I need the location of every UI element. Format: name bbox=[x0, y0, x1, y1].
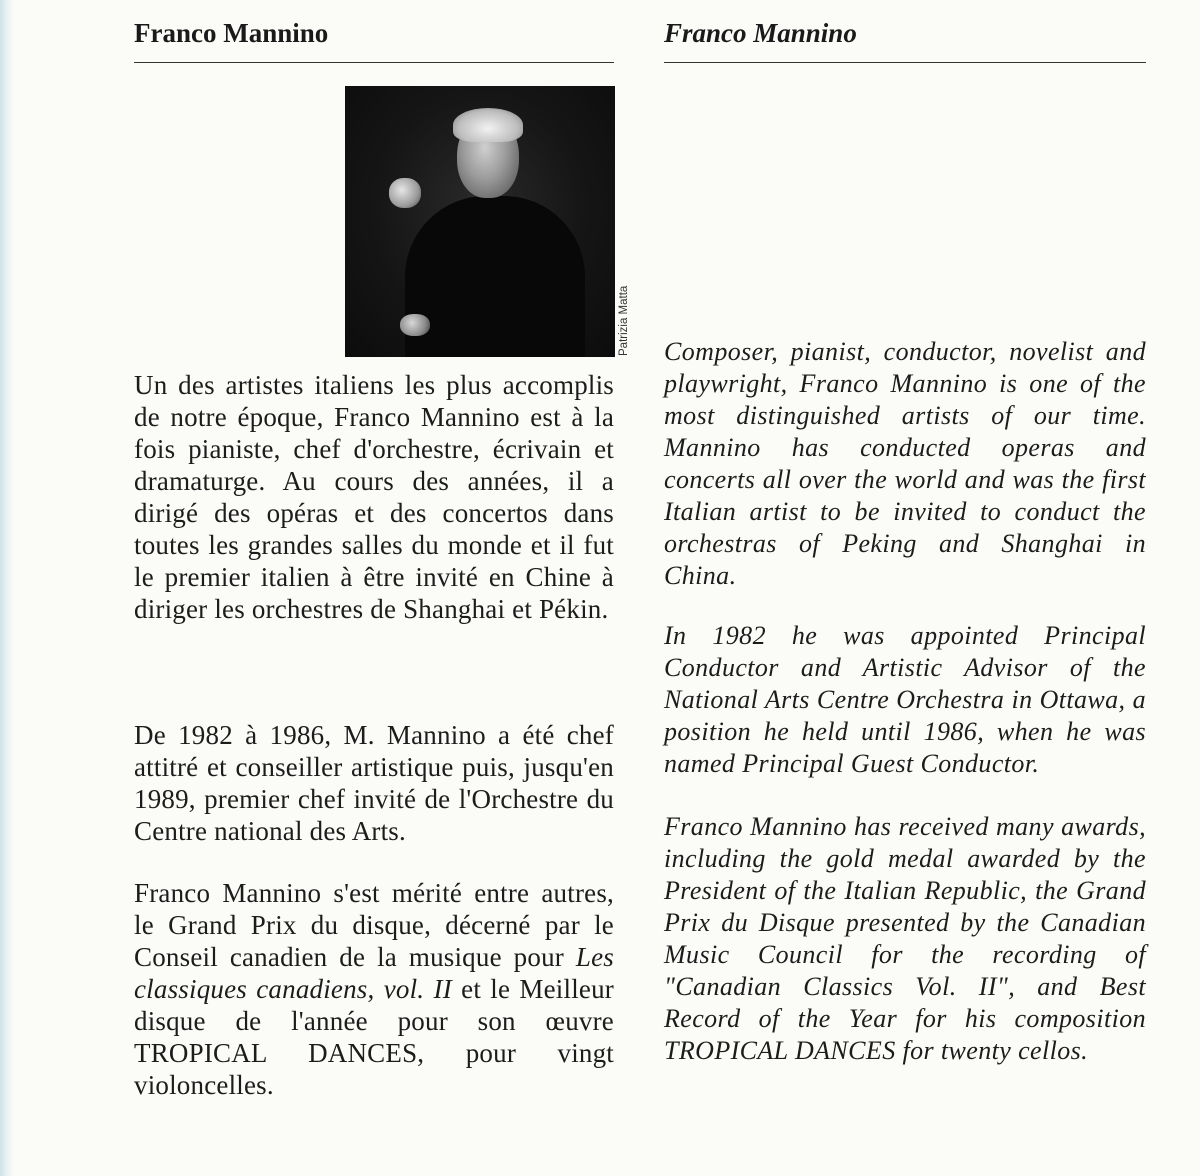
english-heading: Franco Mannino bbox=[664, 18, 857, 48]
conductor-photo bbox=[345, 86, 615, 357]
french-paragraph-1: Un des artistes italiens les plus accomplis de notre époque, Franco Mannino est à la fois pianiste, chef d'orchestre, écrivain et dramaturge. Au cours des années, il a dirigé des opéras et des concertos dans toutes les grandes salles du monde et il fut le premier italien à être invité en Chine à diriger les orchestres de Shanghai et Pékin. bbox=[134, 370, 614, 624]
photo-figure-hair bbox=[453, 108, 523, 142]
english-paragraph-3: Franco Mannino has received many awards, including the gold medal awarded by the President of the Italian Republic, the Grand Prix du Disque presented by the Canadian Music Council for the recording of "Canadian Classics Vol. II", and Best Record of the Year for his composition TROPICAL DANCES for twenty cellos. bbox=[664, 812, 1146, 1065]
french-album-title: Les classiques canadiens, vol. II bbox=[134, 942, 614, 1004]
french-heading-rule bbox=[134, 62, 614, 63]
photo-figure-body bbox=[405, 196, 585, 357]
photo-figure-raised-hand bbox=[389, 178, 421, 208]
french-paragraph-3-part1: Franco Mannino s'est mérité entre autres, le Grand Prix du disque, décerné par le Conseil canadien de la musique pour bbox=[134, 878, 614, 972]
french-paragraph-2: De 1982 à 1986, M. Mannino a été chef attitré et conseiller artistique puis, jusqu'en 1989, premier chef invité de l'Orchestre du Centre national des Arts. bbox=[134, 720, 614, 846]
english-paragraph-2: In 1982 he was appointed Principal Conductor and Artistic Advisor of the National Arts Centre Orchestra in Ottawa, a position he held until 1986, when he was named Principal Guest Conductor. bbox=[664, 621, 1146, 778]
photo-figure-lower-hand bbox=[400, 314, 430, 336]
french-heading: Franco Mannino bbox=[134, 18, 329, 48]
french-paragraph-3-part2: et le Meilleur disque de l'année pour son œuvre TROPICAL DANCES, pour vingt violoncelles. bbox=[134, 974, 614, 1100]
english-paragraph-1: Composer, pianist, conductor, novelist and playwright, Franco Mannino is one of the most distinguished artists of our time. Mannino has conducted operas and concerts all over the world and was the first Italian artist to be invited to conduct the orchestras of Peking and Shanghai in China. bbox=[664, 337, 1146, 590]
page-edge-shadow bbox=[0, 0, 14, 1176]
french-paragraph-3 bbox=[134, 877, 614, 1101]
photo-credit: Patrizia Matta bbox=[618, 285, 630, 356]
english-heading-rule bbox=[664, 62, 1146, 63]
